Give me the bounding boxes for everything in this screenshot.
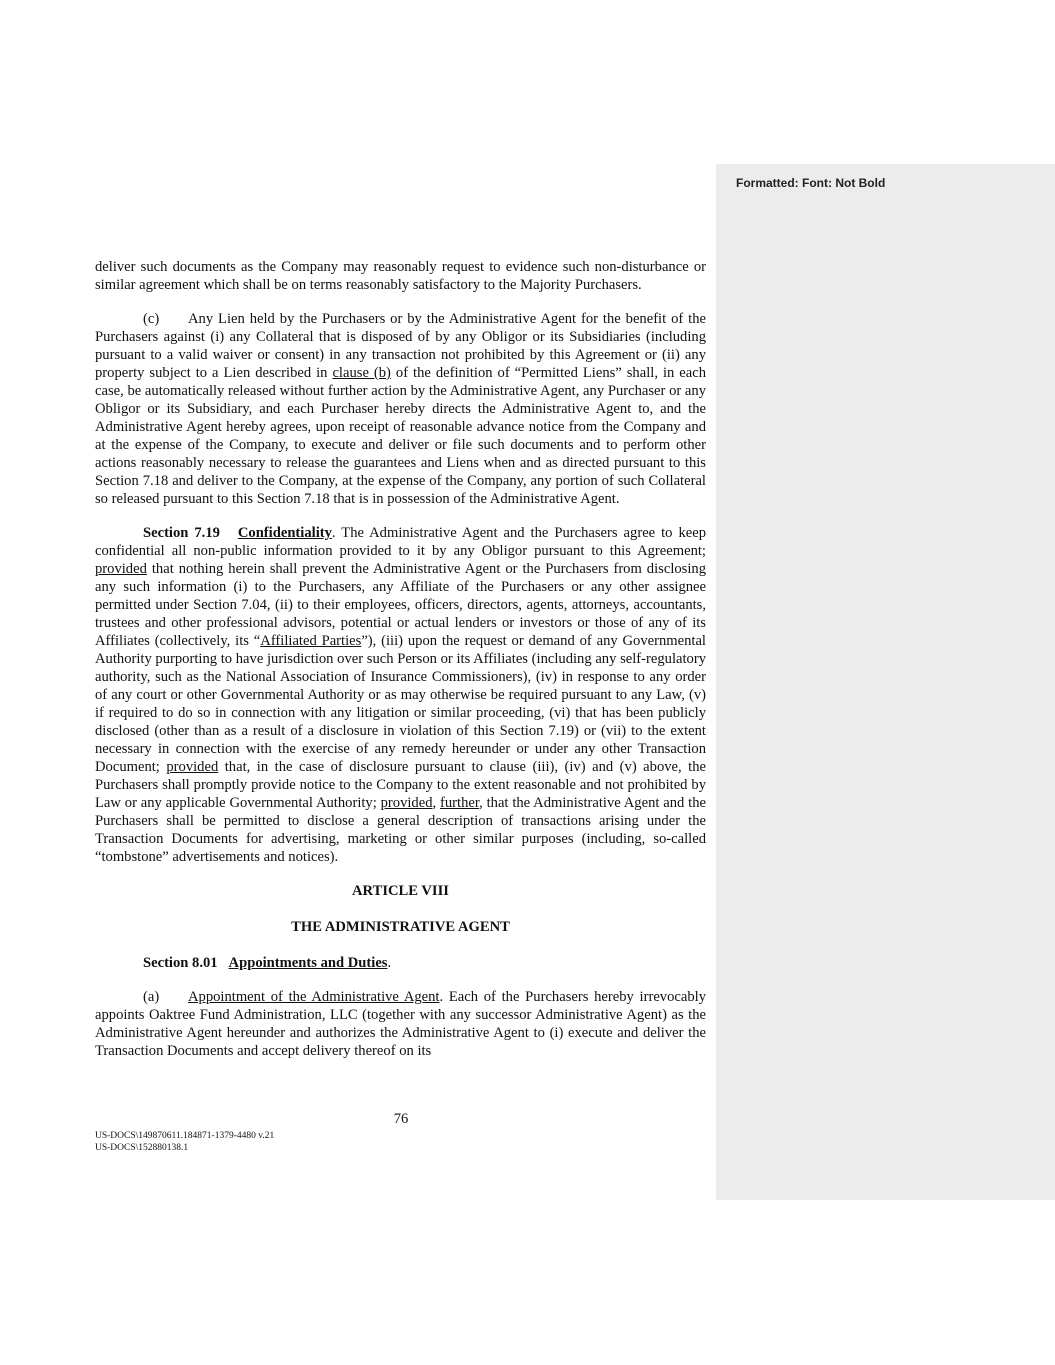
comma: ,: [432, 795, 440, 811]
period: .: [387, 955, 392, 971]
provided-term: provided: [95, 561, 147, 577]
paragraph-continuation: deliver such documents as the Company may reasonably request to evidence such non-disturbance or similar agreement which shall be on terms reasonably satisfactory to the Majority Purchasers.: [95, 259, 706, 293]
comment-label: Formatted: Font: Not Bold: [736, 176, 886, 190]
document-footer: [95, 1130, 274, 1154]
paragraph-text: that, in the case of disclosure pursuant to clause (iii), (iv) and (v) above, the Purchasers shall promptly provide notice to the Company to the extent reasonable and not prohibited by Law or any applicable Governmental Authority;: [95, 759, 707, 811]
footer-doc-id-2: US-DOCS\152880138.1: [95, 1143, 189, 1153]
page-number: 76: [393, 1111, 409, 1127]
provided-term: provided: [380, 795, 433, 811]
paragraph-text: Any Lien held by the Purchasers or by the Administrative Agent for the benefit of the Purchasers against (i) any Collateral that is disposed of by any Obligor or its Subsidiaries (including pursuant to a valid waiver or consent) in any transaction not prohibited by this Agreement or (ii) any property subject to a Lien described in: [95, 311, 706, 381]
section-number: Section 8.01: [143, 955, 218, 971]
provided-term: provided: [166, 759, 219, 775]
further-term: further: [440, 795, 480, 811]
affiliated-parties-term: Affiliated Parties: [260, 633, 362, 649]
section-8-01-heading: [95, 954, 706, 972]
document-body: [95, 258, 706, 1076]
comment-pane: [716, 164, 1055, 1200]
article-title: THE ADMINISTRATIVE AGENT: [291, 919, 510, 935]
paragraph-8-01-a: [95, 988, 706, 1060]
section-7-19: [95, 524, 706, 866]
paragraph-text: ”), (iii) upon the request or demand of any Governmental Authority purporting to have jurisdiction over such Person or its Affiliates (including any self-regulatory authority, such as the National Association of Insurance Commissioners), (iv) in response to any order of any court or other Governmental Authority or as may otherwise be required pursuant to any Law, (v) if required to do so in connection with any litigation or similar proceeding, (vi) that has been publicly disclosed (other than as a result of a disclosure in violation of this Section 7.19) or (vii) to the extent necessary in connection with the exercise of any remedy hereunder or under any other Transaction Document;: [95, 633, 706, 775]
subsection-title: Appointment of the Administrative Agent: [188, 989, 440, 1005]
paragraph-text: , that the Administrative Agent and the Purchasers shall be permitted to disclose a general description of transactions arising under the Transaction Documents for advertising, marketing or other similar purposes (including, so-called “tombstone” advertisements and notices).: [95, 795, 706, 865]
subsection-label: (a): [143, 989, 160, 1005]
section-title: Appointments and Duties: [228, 955, 388, 971]
paragraph-text: that nothing herein shall prevent the Administrative Agent or the Purchasers from disclosing any such information (i) to the Purchasers, any Affiliate of the Purchasers or any other assignee permitted under Section 7.04, (ii) to their employees, officers, directors, agents, attorneys, accountants, trustees and other professional advisors, potential or actual lenders or investors or those of any of its Affiliates (collectively, its “: [95, 561, 706, 649]
section-title: Confidentiality: [237, 525, 332, 541]
section-number: Section 7.19: [143, 525, 220, 541]
subsection-label: (c): [143, 311, 160, 327]
clause-b-reference: clause (b): [332, 365, 391, 381]
paragraph-text: of the definition of “Permitted Liens” shall, in each case, be automatically released without further action by the Administrative Agent, any Purchaser or any Obligor or its Subsidiary, and each Purchaser hereby directs the Administrative Agent to, and the Administrative Agent hereby agrees, upon receipt of reasonable advance notice from the Company and at the expense of the Company, to execute and deliver or file such documents and to perform other actions reasonably necessary to release the guarantees and Liens when and as directed pursuant to this Section 7.18 and deliver to the Company, at the expense of the Company, any portion of such Collateral so released pursuant to this Section 7.18 that is in possession of the Administrative Agent.: [95, 365, 707, 507]
footer-doc-id-1: US-DOCS\149870611.184871-1379-4480 v.21: [95, 1131, 275, 1141]
paragraph-text: . Each of the Purchasers hereby irrevocably appoints Oaktree Fund Administration, LLC (together with any successor Administrative Agent) as the Administrative Agent hereunder and authorizes the Administrative Agent to (i) execute and deliver the Transaction Documents and accept delivery thereof on its: [95, 989, 706, 1059]
paragraph-text: . The Administrative Agent and the Purchasers agree to keep confidential all non-public information provided to it by any Obligor pursuant to this Agreement;: [95, 525, 706, 559]
article-number: ARTICLE VIII: [352, 883, 449, 899]
paragraph-7-18-c: [95, 310, 706, 508]
